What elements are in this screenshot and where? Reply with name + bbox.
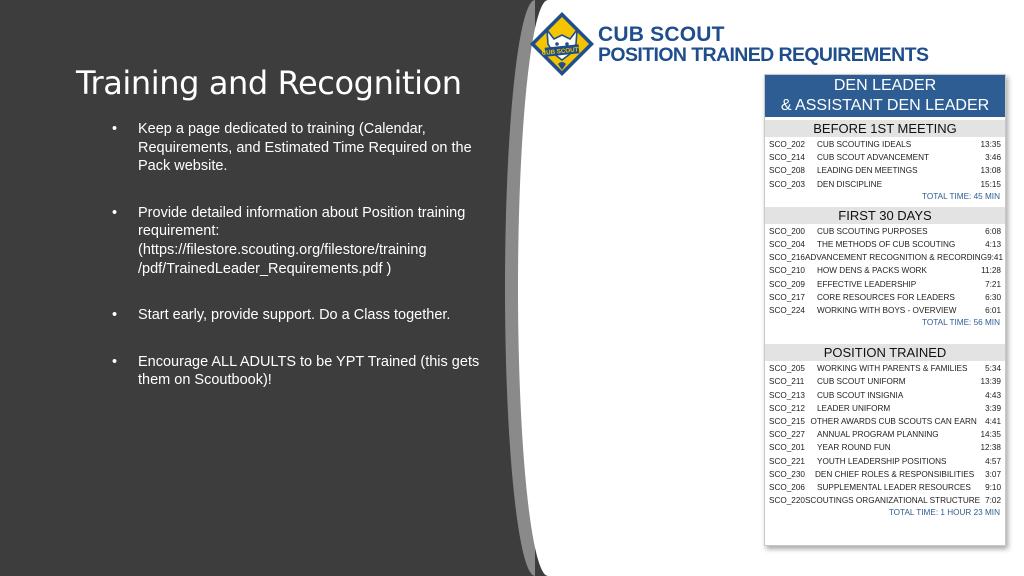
course-time: 7:21 (985, 279, 1001, 289)
course-name: THE METHODS OF CUB SCOUTING (817, 240, 956, 250)
course-code: SCO_217 (769, 292, 805, 302)
course-code: SCO_221 (769, 456, 805, 466)
course-name: WORKING WITH BOYS - OVERVIEW (817, 306, 957, 316)
heading-line-2: POSITION TRAINED REQUIREMENTS (598, 44, 929, 66)
course-name: DEN DISCIPLINE (817, 179, 883, 189)
course-code: SCO_210 (769, 266, 805, 276)
course-row (769, 278, 1001, 291)
course-name: YOUTH LEADERSHIP POSITIONS (817, 456, 947, 466)
course-code: SCO_216 (769, 253, 805, 263)
course-name: CUB SCOUT UNIFORM (817, 377, 906, 387)
course-code: SCO_213 (769, 390, 805, 400)
bullet-item (112, 306, 482, 325)
course-row (769, 178, 1001, 191)
course-time: 6:01 (985, 306, 1001, 316)
course-time: 3:46 (985, 153, 1001, 163)
course-row (769, 375, 1001, 388)
bullet-item (112, 120, 482, 176)
course-row (769, 468, 1001, 481)
course-name: CUB SCOUTING PURPOSES (817, 226, 928, 236)
course-name: OTHER AWARDS CUB SCOUTS CAN EARN (810, 417, 977, 427)
slide-title: Training and Recognition (76, 64, 462, 102)
course-code: SCO_201 (769, 443, 805, 453)
course-time: 15:15 (980, 179, 1001, 189)
course-time: 5:34 (985, 364, 1001, 374)
card-header (765, 75, 1005, 117)
course-row (769, 238, 1001, 251)
course-time: 4:13 (985, 240, 1001, 250)
course-row (769, 415, 1001, 428)
course-code: SCO_204 (769, 240, 805, 250)
cub-scouts-logo-icon (528, 10, 596, 78)
course-time: 6:30 (985, 292, 1001, 302)
course-code: SCO_202 (769, 140, 805, 149)
course-name: CORE RESOURCES FOR LEADERS (817, 292, 955, 302)
bullet-icon: • (112, 121, 118, 137)
course-name: ANNUAL PROGRAM PLANNING (817, 430, 939, 440)
course-row (769, 264, 1001, 277)
course-row (769, 251, 1004, 264)
course-time: 4:41 (985, 417, 1001, 427)
bullet-text: Encourage ALL ADULTS to be YPT Trained (this gets them on Scoutbook)! (138, 353, 480, 389)
logo-text: CUB SCOUTS (541, 45, 583, 58)
requirements-card (764, 74, 1006, 546)
bullet-list (112, 120, 482, 418)
course-time: 3:39 (985, 403, 1001, 413)
course-code: SCO_214 (769, 153, 805, 163)
section-title-first-30-days: FIRST 30 DAYS (765, 207, 1005, 224)
bullet-text: Start early, provide support. Do a Class together. (138, 307, 451, 324)
bullet-item (112, 353, 482, 390)
section-title-before-first-meeting: BEFORE 1ST MEETING (765, 120, 1005, 137)
course-row (769, 138, 1001, 151)
course-row (769, 151, 1001, 164)
course-row (769, 402, 1001, 415)
course-name: LEADING DEN MEETINGS (817, 166, 918, 176)
course-time: 4:43 (985, 390, 1001, 400)
course-name: SUPPLEMENTAL LEADER RESOURCES (817, 483, 971, 493)
course-name: CUB SCOUT INSIGNIA (817, 390, 904, 400)
course-code: SCO_220 (769, 496, 805, 506)
course-code: SCO_227 (769, 430, 805, 440)
section-total: TOTAL TIME: 1 HOUR 23 MIN (888, 508, 1000, 518)
course-name: LEADER UNIFORM (817, 403, 891, 413)
course-code: SCO_208 (769, 166, 805, 176)
course-time: 11:28 (981, 266, 1001, 276)
course-time: 13:35 (980, 140, 1001, 149)
bullet-icon: • (112, 307, 118, 324)
course-row (769, 428, 1001, 441)
course-code: SCO_215 (769, 417, 805, 427)
card-title-line-1: DEN LEADER (833, 77, 937, 94)
course-time: 13:39 (980, 377, 1001, 387)
course-name: EFFECTIVE LEADERSHIP (817, 279, 917, 289)
course-name: DEN CHIEF ROLES & RESPONSIBILITIES (814, 469, 975, 479)
course-list (765, 137, 1005, 191)
course-name: YEAR ROUND FUN (817, 443, 891, 453)
section-title-position-trained: POSITION TRAINED (765, 344, 1005, 361)
course-name: ADVANCEMENT RECOGNITION & RECORDING (804, 253, 988, 263)
course-code: SCO_209 (769, 279, 805, 289)
course-time: 7:02 (985, 496, 1001, 506)
course-row (769, 304, 1001, 317)
section-total: TOTAL TIME: 56 MIN (922, 318, 1000, 328)
course-time: 9:41 (987, 253, 1004, 263)
course-code: SCO_211 (769, 377, 805, 387)
bullet-item (112, 204, 482, 278)
course-time: 9:10 (985, 483, 1001, 493)
course-row (769, 362, 1001, 375)
course-row (769, 481, 1001, 494)
section-total: TOTAL TIME: 45 MIN (922, 191, 1000, 201)
course-list (765, 224, 1005, 317)
course-time: 4:57 (985, 456, 1001, 466)
doc-heading (598, 25, 928, 65)
course-code: SCO_203 (769, 179, 805, 189)
course-list (765, 361, 1005, 507)
course-code: SCO_212 (769, 403, 805, 413)
course-code: SCO_205 (769, 364, 805, 374)
course-code: SCO_224 (769, 306, 805, 316)
course-row (769, 441, 1001, 454)
course-row (769, 225, 1001, 238)
bullet-icon: • (112, 204, 118, 221)
course-row (769, 164, 1001, 177)
course-row (769, 389, 1001, 402)
heading-line-1: CUB SCOUT (598, 23, 725, 46)
course-name: CUB SCOUTING IDEALS (817, 140, 912, 149)
card-title-line-2: & ASSISTANT DEN LEADER (780, 97, 990, 114)
course-name: SCOUTINGS ORGANIZATIONAL STRUCTURE (804, 496, 981, 506)
course-code: SCO_200 (769, 226, 805, 236)
course-code: SCO_206 (769, 483, 805, 493)
course-name: HOW DENS & PACKS WORK (817, 266, 927, 276)
bullet-text: Keep a page dedicated to training (Calendar, Requirements, and Estimated Time Required on the Pack website. (138, 121, 472, 175)
course-name: WORKING WITH PARENTS & FAMILIES (817, 364, 968, 374)
course-code: SCO_230 (769, 469, 805, 479)
bullet-icon: • (112, 353, 118, 370)
course-row (769, 494, 1001, 507)
bullet-text: Provide detailed information about Position training requirement: (https://filestore.scouting.org/filestore/training /pdf/TrainedLeader_Requirements.pdf ) (138, 204, 466, 277)
course-row (769, 455, 1001, 468)
course-time: 3:07 (985, 469, 1001, 479)
course-name: CUB SCOUT ADVANCEMENT (817, 153, 930, 163)
course-time: 14:35 (980, 430, 1001, 440)
course-time: 12:38 (980, 443, 1001, 453)
course-time: 6:08 (985, 226, 1001, 236)
course-row (769, 291, 1001, 304)
course-time: 13:08 (980, 166, 1001, 176)
